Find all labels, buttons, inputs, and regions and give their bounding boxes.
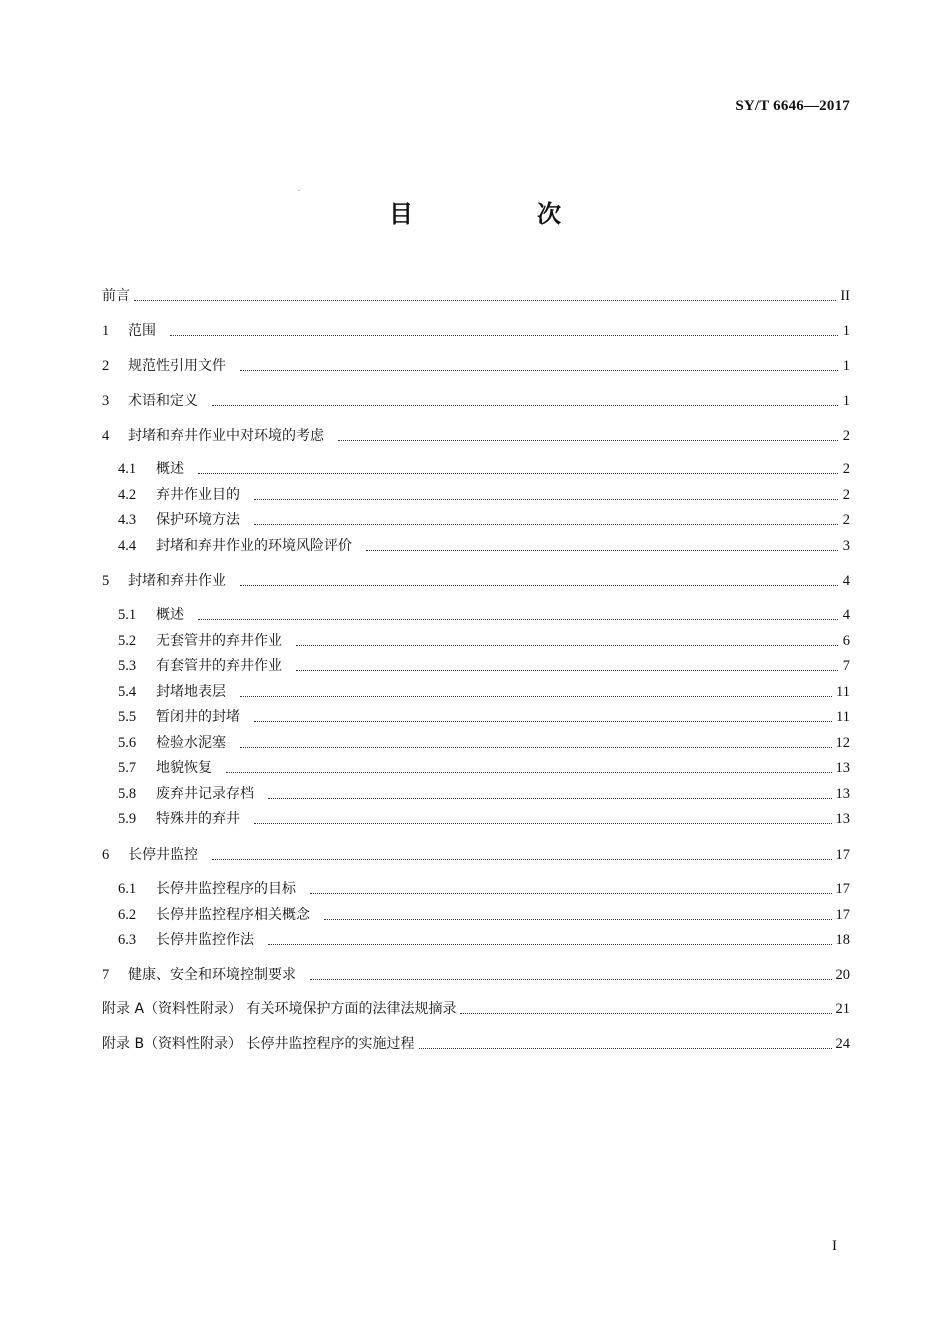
- toc-entry-page: 2: [842, 461, 850, 477]
- toc-entry-page: 7: [842, 658, 850, 674]
- toc-entry-page: 2: [842, 512, 850, 528]
- toc-entry-label: 有套管井的弃井作业: [156, 658, 282, 674]
- toc-entry-label: 长停井监控: [128, 847, 198, 863]
- toc-entry-label: 地貌恢复: [156, 760, 212, 776]
- toc-leader-dots: [310, 978, 832, 980]
- toc-entry-page: 17: [835, 881, 850, 897]
- toc-leader-dots: [240, 584, 838, 586]
- toc-entry[interactable]: [102, 570, 850, 590]
- toc-subentry[interactable]: [118, 681, 850, 701]
- toc-entry-label: 健康、安全和环境控制要求: [128, 967, 296, 983]
- toc-entry-label: 无套管井的弃井作业: [156, 633, 282, 649]
- toc-entry-number: 5.1: [118, 607, 137, 623]
- toc-leader-dots: [419, 1047, 832, 1049]
- toc-entry-page: 2: [842, 487, 850, 503]
- toc-leader-dots: [268, 943, 832, 945]
- toc-entry-page: 17: [835, 847, 850, 863]
- toc-entry[interactable]: [102, 355, 850, 375]
- toc-entry-number: 6.1: [118, 881, 137, 897]
- toc-subentry[interactable]: [118, 458, 850, 478]
- toc-entry-page: 4: [842, 607, 850, 623]
- toc-subentry[interactable]: [118, 757, 850, 777]
- toc-entry[interactable]: [102, 390, 850, 410]
- toc-entry-page: 21: [835, 1001, 850, 1017]
- scan-mark: [298, 190, 300, 191]
- toc-entry-label: 检验水泥塞: [156, 735, 226, 751]
- toc-entry-label: 弃井作业目的: [156, 487, 240, 503]
- toc-entry-label: 术语和定义: [128, 393, 198, 409]
- toc-leader-dots: [240, 369, 838, 371]
- toc-leader-dots: [338, 439, 838, 441]
- toc-entry-page: 2: [842, 428, 850, 444]
- toc-entry-label: 长停井监控程序的目标: [156, 881, 296, 897]
- page-number: I: [832, 1238, 837, 1254]
- toc-entry-number: 5.6: [118, 735, 137, 751]
- toc-entry-number: 4.4: [118, 538, 137, 554]
- toc-leader-dots: [254, 822, 832, 824]
- toc-leader-dots: [254, 498, 838, 500]
- toc-entry-page: II: [840, 288, 850, 304]
- toc-entry-page: 20: [835, 967, 850, 983]
- toc-leader-dots: [366, 549, 838, 551]
- toc-entry-label: 封堵和弃井作业中对环境的考虑: [128, 428, 324, 444]
- toc-entry-label: 附录 A（资料性附录） 有关环境保护方面的法律法规摘录: [102, 1001, 457, 1017]
- toc-entry[interactable]: [102, 425, 850, 445]
- toc-leader-dots: [198, 618, 838, 620]
- toc-entry-label: 规范性引用文件: [128, 358, 226, 374]
- toc-entry-number: 5: [102, 573, 110, 589]
- toc-entry-number: 4.2: [118, 487, 137, 503]
- toc-entry-page: 1: [842, 323, 850, 339]
- toc-entry-number: 5.5: [118, 709, 137, 725]
- toc-entry[interactable]: [102, 320, 850, 340]
- toc-subentry[interactable]: [118, 732, 850, 752]
- toc-entry-number: 5.8: [118, 786, 137, 802]
- toc-subentry[interactable]: [118, 904, 850, 924]
- toc-entry-label: 封堵和弃井作业的环境风险评价: [156, 538, 352, 554]
- toc-entry-number: 5.9: [118, 811, 137, 827]
- toc-entry-page: 13: [835, 786, 850, 802]
- toc-entry-label: 暂闭井的封堵: [156, 709, 240, 725]
- toc-entry-label: 附录 B（资料性附录） 长停井监控程序的实施过程: [102, 1036, 415, 1052]
- toc-entry-label: 封堵和弃井作业: [128, 573, 226, 589]
- toc-entry[interactable]: [102, 285, 850, 305]
- toc-entry-number: 6.2: [118, 907, 137, 923]
- toc-entry-page: 12: [835, 735, 850, 751]
- toc-leader-dots: [198, 472, 838, 474]
- toc-subentry[interactable]: [118, 484, 850, 504]
- toc-entry-page: 13: [835, 811, 850, 827]
- toc-entry-number: 3: [102, 393, 110, 409]
- toc-entry[interactable]: [102, 844, 850, 864]
- toc-entry-label: 长停井监控程序相关概念: [156, 907, 310, 923]
- standard-code: SY/T 6646—2017: [735, 98, 850, 114]
- toc-subentry[interactable]: [118, 929, 850, 949]
- toc-entry-page: 1: [842, 358, 850, 374]
- toc-leader-dots: [170, 334, 838, 336]
- toc-subentry[interactable]: [118, 878, 850, 898]
- toc-subentry[interactable]: [118, 808, 850, 828]
- toc-entry-number: 1: [102, 323, 110, 339]
- toc-entry[interactable]: [102, 998, 850, 1018]
- toc-entry-number: 5.7: [118, 760, 137, 776]
- toc-entry-label: 封堵地表层: [156, 684, 226, 700]
- toc-entry-label: 特殊井的弃井: [156, 811, 240, 827]
- toc-entry-page: 4: [842, 573, 850, 589]
- toc-entry-number: 4: [102, 428, 110, 444]
- toc-subentry[interactable]: [118, 604, 850, 624]
- toc-entry-page: 17: [835, 907, 850, 923]
- toc-entry-page: 24: [835, 1036, 850, 1052]
- toc-entry-number: 5.3: [118, 658, 137, 674]
- toc-entry-label: 范围: [128, 323, 156, 339]
- toc-leader-dots: [310, 892, 832, 894]
- toc-subentry[interactable]: [118, 535, 850, 555]
- toc-entry-number: 7: [102, 967, 110, 983]
- page-title: 目 次: [389, 200, 611, 228]
- toc-entry-page: 3: [842, 538, 850, 554]
- toc-leader-dots: [212, 404, 838, 406]
- toc-leader-dots: [296, 669, 838, 671]
- toc-entry-number: 6.3: [118, 932, 137, 948]
- toc-leader-dots: [212, 858, 832, 860]
- toc-entry-page: 6: [842, 633, 850, 649]
- toc-subentry[interactable]: [118, 509, 850, 529]
- toc-entry-page: 11: [836, 684, 850, 700]
- toc-subentry[interactable]: [118, 630, 850, 650]
- toc-entry-label: 保护环境方法: [156, 512, 240, 528]
- toc-leader-dots: [240, 695, 832, 697]
- toc-entry-number: 5.2: [118, 633, 137, 649]
- toc-leader-dots: [226, 771, 832, 773]
- toc-entry-number: 4.3: [118, 512, 137, 528]
- toc-entry-label: 前言: [102, 288, 130, 304]
- toc-leader-dots: [324, 918, 832, 920]
- toc-entry-number: 2: [102, 358, 110, 374]
- toc-entry-label: 长停井监控作法: [156, 932, 254, 948]
- toc-entry-page: 11: [836, 709, 850, 725]
- toc-entry-page: 1: [842, 393, 850, 409]
- toc-entry-number: 6: [102, 847, 110, 863]
- toc-entry-number: 4.1: [118, 461, 137, 477]
- toc-leader-dots: [254, 720, 832, 722]
- toc-entry[interactable]: [102, 964, 850, 984]
- toc-entry-page: 13: [835, 760, 850, 776]
- toc-subentry[interactable]: [118, 706, 850, 726]
- toc-entry-page: 18: [835, 932, 850, 948]
- toc-subentry[interactable]: [118, 655, 850, 675]
- toc-entry[interactable]: [102, 1033, 850, 1053]
- toc-leader-dots: [240, 746, 832, 748]
- toc-entry-label: 概述: [156, 461, 184, 477]
- toc-leader-dots: [134, 299, 836, 301]
- toc-leader-dots: [254, 523, 838, 525]
- toc-leader-dots: [296, 644, 838, 646]
- toc-entry-number: 5.4: [118, 684, 137, 700]
- toc-leader-dots: [268, 797, 832, 799]
- toc-entry-label: 概述: [156, 607, 184, 623]
- toc-entry-label: 废弃井记录存档: [156, 786, 254, 802]
- toc-subentry[interactable]: [118, 783, 850, 803]
- toc-leader-dots: [460, 1012, 831, 1014]
